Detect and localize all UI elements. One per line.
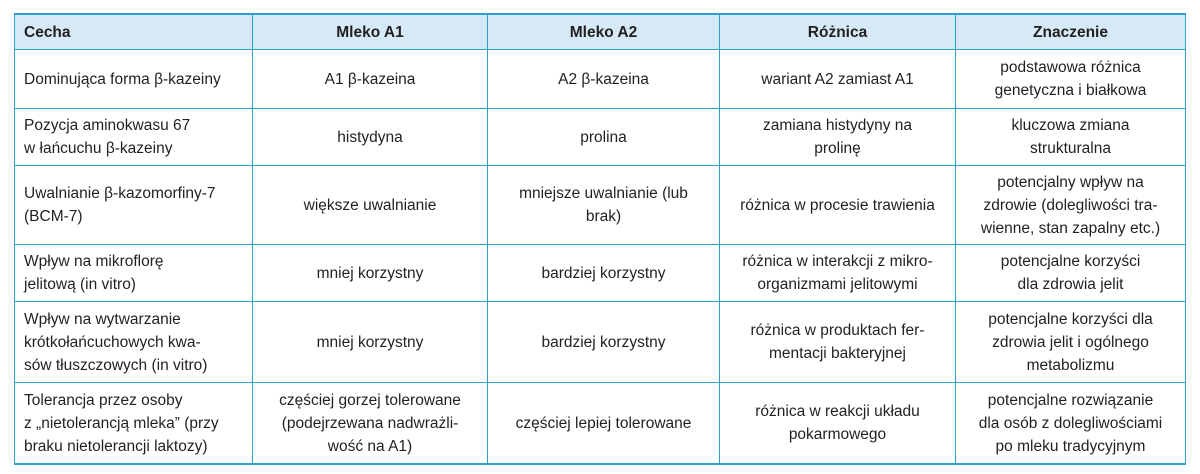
cell-roznica [720, 166, 956, 245]
cell-text-line: różnica w reakcji układu [755, 403, 920, 420]
cell-text-line: (BCM-7) [24, 208, 83, 225]
cell-text-line: Dominująca forma β-kazeiny [24, 70, 221, 88]
cell-text-line: dla zdrowia jelit [1017, 276, 1124, 293]
comparison-table-container [14, 13, 1185, 465]
cell-text-line: pokarmowego [788, 426, 887, 443]
cell-text-line: różnica w procesie trawienia [740, 196, 935, 214]
comparison-table [14, 13, 1186, 465]
cell-text-line: krótkołańcuchowych kwa- [24, 333, 201, 351]
cell-text-line: (podejrzewana nadwrażli- [281, 414, 459, 432]
header-znaczenie: Znaczenie [956, 14, 1186, 50]
cell-text-line: mniej korzystny [316, 333, 424, 351]
cell-roznica [720, 109, 956, 166]
cell-text-line: zdrowia jelit i ogólnego [992, 333, 1149, 351]
cell-cecha [15, 302, 253, 383]
cell-znaczenie [956, 302, 1186, 383]
table-row [15, 383, 1186, 465]
cell-text-line: Pozycja aminokwasu 67 [24, 117, 191, 134]
cell-znaczenie [956, 383, 1186, 465]
cell-text-line: potencjalne korzyści dla [988, 310, 1153, 328]
cell-text-line: potencjalny wpływ na [997, 173, 1144, 191]
cell-text-line: A2 β-kazeina [558, 70, 649, 88]
cell-mleko-a2 [488, 383, 720, 465]
cell-mleko-a2 [488, 245, 720, 302]
table-row [15, 302, 1186, 383]
cell-roznica [720, 245, 956, 302]
cell-znaczenie [956, 245, 1186, 302]
table-row [15, 109, 1186, 166]
cell-cecha [15, 109, 253, 166]
cell-mleko-a2 [488, 109, 720, 166]
cell-text-line: wariant A2 zamiast A1 [761, 70, 914, 88]
cell-text-line: różnica w interakcji z mikro- [742, 253, 933, 270]
cell-text-line: A1 β-kazeina [324, 70, 416, 88]
cell-text-line: podstawowa różnica [1000, 59, 1141, 76]
cell-text-line: organizmami jelitowymi [757, 276, 918, 293]
cell-text-line: większe uwalnianie [303, 196, 437, 214]
cell-text-line: histydyna [337, 128, 403, 146]
cell-text-line: potencjalne rozwiązanie [987, 391, 1154, 409]
cell-mleko-a2 [488, 50, 720, 109]
header-mleko-a1: Mleko A1 [253, 14, 488, 50]
cell-text-line: Wpływ na wytwarzanie [24, 310, 181, 328]
cell-text-line: strukturalna [1030, 140, 1111, 157]
cell-text-line: kluczowa zmiana [1011, 117, 1130, 134]
header-row [15, 14, 1186, 50]
header-cecha: Cecha [15, 14, 253, 50]
cell-mleko-a1 [253, 302, 488, 383]
cell-text-line: metabolizmu [1026, 356, 1115, 374]
cell-text-line: sów tłuszczowych (in vitro) [24, 356, 208, 374]
cell-mleko-a1 [253, 166, 488, 245]
table-row [15, 50, 1186, 109]
cell-mleko-a1 [253, 50, 488, 109]
cell-text-line: bardziej korzystny [541, 333, 666, 351]
cell-cecha [15, 166, 253, 245]
table-row [15, 245, 1186, 302]
cell-text-line: bardziej korzystny [541, 264, 666, 282]
cell-cecha [15, 50, 253, 109]
cell-text-line: potencjalne korzyści [1000, 253, 1141, 270]
cell-text-line: prolina [580, 128, 627, 146]
cell-text-line: mentacji bakteryjnej [769, 345, 906, 362]
cell-text-line: częściej lepiej tolerowane [515, 414, 692, 432]
cell-text-line: mniejsze uwalnianie (lub [519, 185, 688, 202]
cell-mleko-a2 [488, 166, 720, 245]
cell-text-line: zamiana histydyny na [762, 117, 913, 134]
cell-znaczenie [956, 166, 1186, 245]
cell-znaczenie [956, 109, 1186, 166]
cell-mleko-a1 [253, 383, 488, 465]
cell-mleko-a1 [253, 109, 488, 166]
cell-roznica [720, 50, 956, 109]
cell-text-line: jelitową (in vitro) [24, 276, 136, 293]
cell-text-line: genetyczna i białkowa [994, 82, 1147, 99]
cell-mleko-a2 [488, 302, 720, 383]
cell-cecha [15, 383, 253, 465]
cell-text-line: Uwalnianie β-kazomorfiny-7 [24, 185, 216, 202]
cell-text-line: z „nietolerancją mleka” (przy [24, 414, 219, 432]
header-mleko-a2: Mleko A2 [488, 14, 720, 50]
cell-znaczenie [956, 50, 1186, 109]
cell-text-line: dla osób z dolegliwościami [978, 414, 1163, 432]
cell-text-line: zdrowie (dolegliwości tra- [983, 196, 1158, 214]
cell-text-line: częściej gorzej tolerowane [279, 391, 461, 409]
table-row [15, 166, 1186, 245]
table-body [15, 50, 1186, 465]
cell-roznica [720, 383, 956, 465]
cell-cecha [15, 245, 253, 302]
cell-text-line: Wpływ na mikroflorę [24, 253, 164, 270]
header-roznica: Różnica [720, 14, 956, 50]
cell-text-line: Tolerancja przez osoby [24, 391, 183, 409]
table-header [15, 14, 1186, 50]
cell-text-line: brak) [585, 208, 622, 225]
cell-text-line: mniej korzystny [316, 264, 424, 282]
cell-mleko-a1 [253, 245, 488, 302]
cell-text-line: różnica w produktach fer- [750, 322, 925, 339]
cell-text-line: w łańcuchu β-kazeiny [24, 140, 173, 157]
cell-roznica [720, 302, 956, 383]
cell-text-line: prolinę [814, 140, 861, 157]
cell-text-line: wość na A1) [327, 437, 413, 455]
cell-text-line: braku nietolerancji laktozy) [24, 437, 208, 455]
cell-text-line: po mleku tradycyjnym [995, 437, 1146, 455]
cell-text-line: wienne, stan zapalny etc.) [980, 219, 1161, 237]
